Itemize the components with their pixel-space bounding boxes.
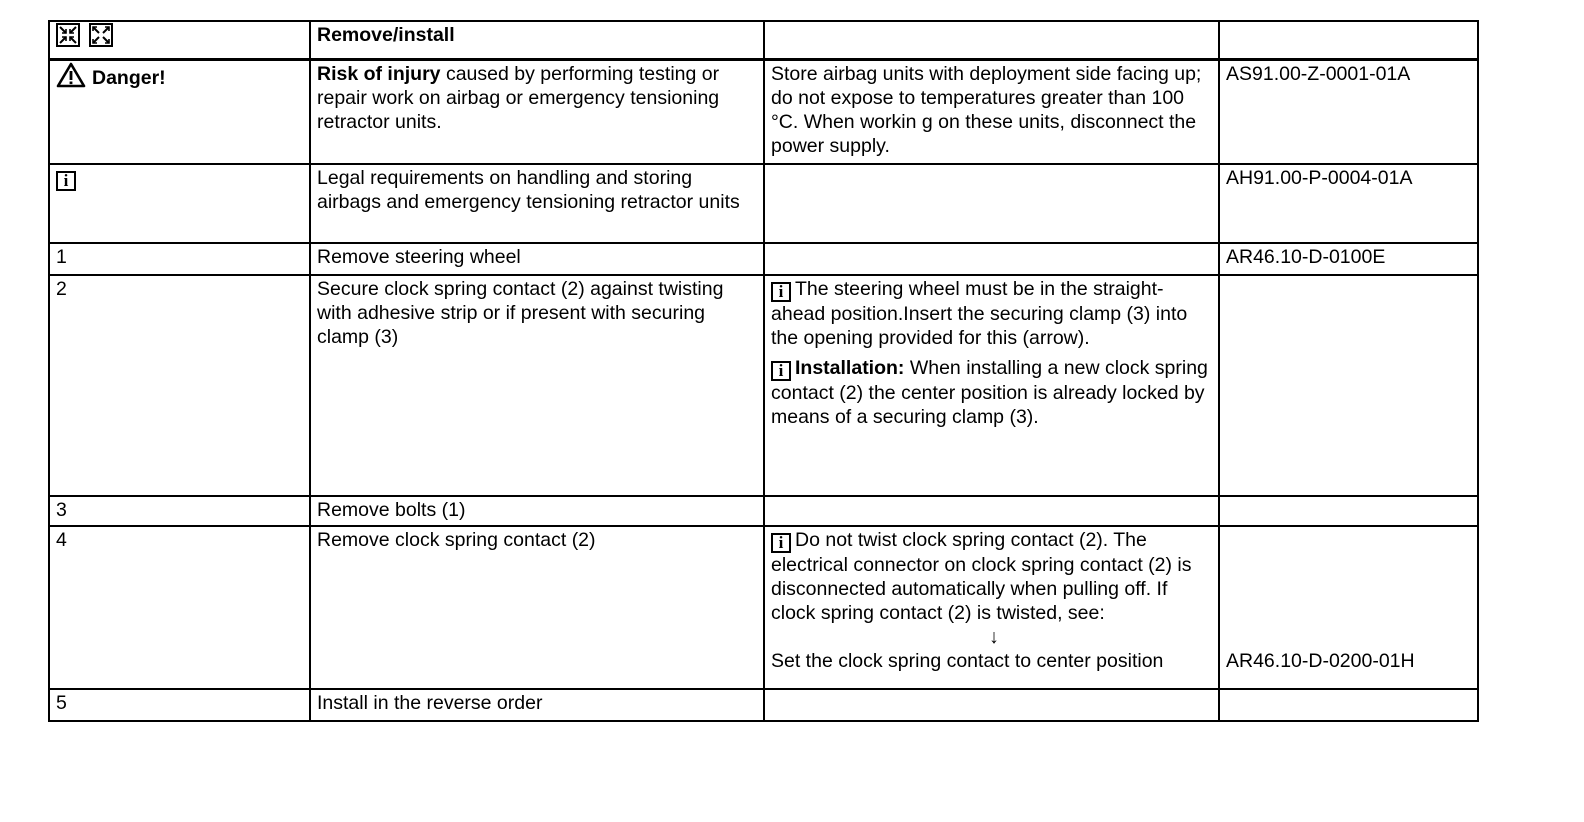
step-row bbox=[49, 243, 1478, 275]
header-empty-cell bbox=[1219, 21, 1478, 60]
install-icon bbox=[89, 23, 113, 47]
step-ref-cell bbox=[1219, 496, 1478, 526]
down-arrow-icon: ↓ bbox=[989, 626, 999, 648]
info-row bbox=[49, 164, 1478, 243]
info-icon: i bbox=[771, 282, 791, 302]
step-row bbox=[49, 275, 1478, 496]
installation-label: Installation: bbox=[795, 357, 905, 379]
danger-text: caused by performing testing or repair work on airbag or emergency tensioning retractor units. bbox=[317, 63, 720, 133]
step-row bbox=[49, 689, 1478, 721]
header-title: Remove/install bbox=[310, 21, 764, 60]
info-icon: i bbox=[771, 533, 791, 553]
header-icons-cell bbox=[49, 21, 310, 60]
danger-label-cell bbox=[49, 60, 310, 165]
step-text: Remove bolts (1) bbox=[310, 496, 764, 526]
header-row bbox=[49, 21, 1478, 60]
step-ref-cell bbox=[1219, 689, 1478, 721]
step-note: When installing a new clock spring contact (2) the center position is already locked by means of a securing clamp (3). bbox=[771, 357, 1208, 428]
danger-text-cell bbox=[310, 60, 764, 165]
step-note-paragraph bbox=[771, 356, 1212, 429]
step-text: Install in the reverse order bbox=[310, 689, 764, 721]
danger-label: Danger! bbox=[92, 67, 166, 89]
info-icon: i bbox=[56, 171, 76, 191]
step-row bbox=[49, 496, 1478, 526]
step-note-cell bbox=[764, 243, 1219, 275]
step-note-paragraph bbox=[771, 528, 1212, 625]
danger-row bbox=[49, 60, 1478, 165]
step-number: 3 bbox=[49, 496, 310, 526]
remove-icon bbox=[56, 23, 80, 47]
step-note-paragraph bbox=[771, 277, 1212, 350]
procedure-table bbox=[48, 20, 1479, 722]
step-ref-cell bbox=[1219, 275, 1478, 496]
step-number: 5 bbox=[49, 689, 310, 721]
info-text: Legal requirements on handling and storing airbags and emergency tensioning retractor units bbox=[310, 164, 764, 243]
step-note: The steering wheel must be in the straight-ahead position.Insert the securing clamp (3) into the opening provided for this (arrow). bbox=[771, 278, 1188, 349]
step-text: Secure clock spring contact (2) against twisting with adhesive strip or if present with securing clamp (3) bbox=[310, 275, 764, 496]
step-note-cell bbox=[764, 689, 1219, 721]
step-note: Do not twist clock spring contact (2). The electrical connector on clock spring contact (2) is disconnected automatically when pulling off. If clock spring contact (2) is twisted, see: bbox=[771, 529, 1192, 624]
step-number: 1 bbox=[49, 243, 310, 275]
cross-reference-link[interactable]: Set the clock spring contact to center position bbox=[771, 650, 1164, 672]
step-row bbox=[49, 526, 1478, 689]
step-text: Remove steering wheel bbox=[310, 243, 764, 275]
step-text: Remove clock spring contact (2) bbox=[310, 526, 764, 689]
step-note-cell bbox=[764, 275, 1219, 496]
step-note-cell bbox=[764, 496, 1219, 526]
step-number: 2 bbox=[49, 275, 310, 496]
info-ref[interactable]: AH91.00-P-0004-01A bbox=[1219, 164, 1478, 243]
danger-bold: Risk of injury bbox=[317, 63, 441, 85]
step-number: 4 bbox=[49, 526, 310, 689]
header-empty-cell bbox=[764, 21, 1219, 60]
info-icon: i bbox=[771, 361, 791, 381]
info-icon-cell bbox=[49, 164, 310, 243]
step-note-cell bbox=[764, 526, 1219, 689]
danger-ref[interactable]: AS91.00-Z-0001-01A bbox=[1219, 60, 1478, 165]
danger-note: Store airbag units with deployment side facing up; do not expose to temperatures greater than 100 °C. When workin g on these units, disconnect the power supply. bbox=[764, 60, 1219, 165]
step-ref-cell bbox=[1219, 526, 1478, 689]
step-ref[interactable]: AR46.10-D-0200-01H bbox=[1226, 650, 1415, 672]
step-ref[interactable]: AR46.10-D-0100E bbox=[1219, 243, 1478, 275]
warning-icon bbox=[56, 62, 86, 88]
info-empty-cell bbox=[764, 164, 1219, 243]
